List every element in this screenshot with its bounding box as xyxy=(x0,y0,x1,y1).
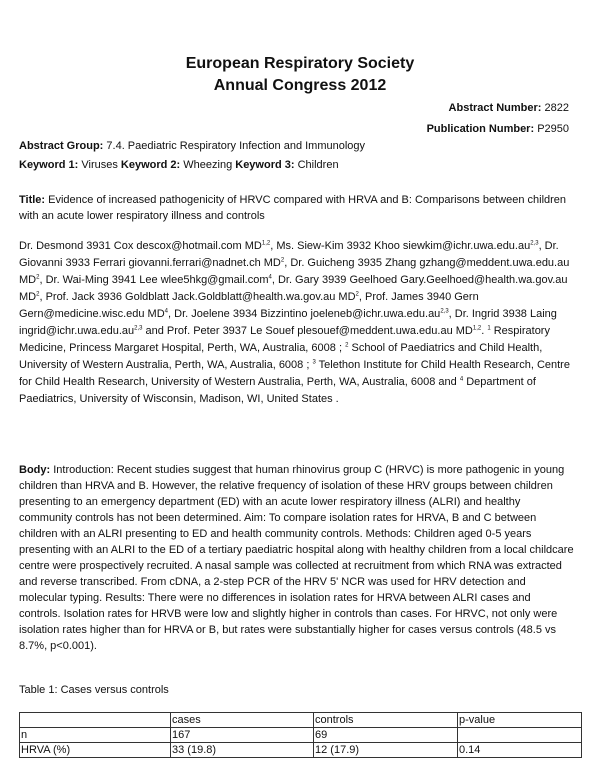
affiliation-marker: 1 xyxy=(487,325,491,332)
author: , Dr. Ingrid 3938 Laing ingrid@ichr.uwa.edu.au xyxy=(19,308,557,337)
author: , Dr. Gary 3939 Geelhoed Gary.Geelhoed@health.wa.gov.au MD xyxy=(19,274,568,303)
abstract-number xyxy=(449,100,569,116)
author-affiliation-marker: 2 xyxy=(355,291,359,298)
author-list xyxy=(19,238,575,408)
table-header-cell: controls xyxy=(314,713,458,728)
congress-title-line2: Annual Congress 2012 xyxy=(213,77,387,94)
author: , Dr. Joelene 3934 Bizzintino joeleneb@ichr.uwa.edu.au xyxy=(168,308,441,320)
body-text: Introduction: Recent studies suggest that human rhinovirus group C (HRVC) is more pathogenic in young children than HRVA and B. However, the relative frequency of isolation of these HRV groups between children presenting to an emergency department (ED) with an acute lower respiratory illness (ALRI) and healthy community controls has not been determined. Aim: To compare isolation rates for HRVA, B and C between children with an ALRI presenting to ED and health community controls. Methods: Children aged 0-5 years presenting with an ALRI to the ED of a tertiary paediatric hospital along with healthy children from a local childcare centre were prospectively recruited. A nasal sample was collected at recruitment from which RNA was extracted and reverse transcribed. From cDNA, a 2-step PCR of the HRV 5' NCR was used for HRV detection and molecular typing. Results: There were no differences in isolation rates for HRVA between ALRI cases and controls. Isolation rates for HRVB were low and slightly higher in controls than cases. For HRVC, not only were isolation rates higher than for HRVA or B, but rates were substantially higher for cases versus controls (48.5 vs 8.7%, p<0.001). xyxy=(19,464,574,652)
keyword3-label: Keyword 3: xyxy=(235,159,295,171)
author-affiliation-marker: 2,3 xyxy=(530,240,539,247)
author-affiliation-marker: 2 xyxy=(280,257,285,264)
keyword1-label: Keyword 1: xyxy=(19,159,79,171)
keyword3-value: Children xyxy=(297,159,339,171)
author: Dr. Desmond 3931 Cox descox@hotmail.com MD xyxy=(19,240,262,252)
author-affiliation-marker: 1,2 xyxy=(261,240,271,247)
table-header-cell: p-value xyxy=(458,713,582,728)
author: , Ms. Siew-Kim 3932 Khoo siewkim@ichr.uwa.edu.au xyxy=(270,240,531,252)
publication-number-value: P2950 xyxy=(537,123,569,135)
publication-number-label: Publication Number: xyxy=(426,123,535,135)
title-label: Title: xyxy=(19,194,46,206)
congress-title-line1: European Respiratory Society xyxy=(185,55,415,72)
table-header-cell xyxy=(20,713,171,728)
table-cell: 167 xyxy=(171,728,314,743)
table-cell xyxy=(458,728,582,743)
author: and Prof. Peter 3937 Le Souef plesouef@meddent.uwa.edu.au MD xyxy=(142,325,473,337)
affiliation: Department of Paediatrics, University of Wisconsin, Madison, WI, United States . xyxy=(19,376,536,405)
affiliation: Respiratory Medicine, Princess Margaret Hospital, Perth, WA, Australia, 6008 ; xyxy=(19,325,550,354)
author-affiliation-marker: 2 xyxy=(36,274,40,281)
table-row xyxy=(20,728,582,743)
table-cell: HRVA (%) xyxy=(20,743,171,758)
author: , Prof. James 3940 Gern Gern@medicine.wisc.edu MD xyxy=(19,291,479,320)
author: , Dr. Guicheng 3935 Zhang gzhang@meddent.uwa.edu.au MD xyxy=(19,257,570,286)
author-affiliation-marker: 2,3 xyxy=(134,325,143,332)
keywords xyxy=(19,157,575,173)
abstract-number-label: Abstract Number: xyxy=(448,102,542,114)
author-affiliation-marker: 2,3 xyxy=(440,308,449,315)
affiliation: Telethon Institute for Child Health Research, Centre for Child Health Research, University of Western Australia, Perth, WA, Australia, 6008 and xyxy=(19,359,570,388)
affiliation-marker: 3 xyxy=(312,359,316,366)
affiliation-separator: . xyxy=(481,325,488,337)
author: , Dr. Wai-Ming 3941 Lee wlee5hkg@gmail.com xyxy=(39,274,269,286)
author-affiliation-marker: 2 xyxy=(36,291,40,298)
table-header-cell: cases xyxy=(171,713,314,728)
author-affiliation-marker: 4 xyxy=(164,308,169,315)
affiliation-marker: 2 xyxy=(345,342,349,349)
abstract-body xyxy=(19,462,575,654)
table-cell: 12 (17.9) xyxy=(314,743,458,758)
publication-number xyxy=(427,121,569,137)
keyword1-value: Viruses xyxy=(81,159,118,171)
author: , Prof. Jack 3936 Goldblatt Jack.Goldblatt@health.wa.gov.au MD xyxy=(39,291,356,303)
body-label: Body: xyxy=(19,464,51,476)
table-cell: 33 (19.8) xyxy=(171,743,314,758)
affiliation-marker: 4 xyxy=(459,376,464,383)
abstract-group xyxy=(19,138,575,154)
table-cell: n xyxy=(20,728,171,743)
title-text: Evidence of increased pathogenicity of HRVC compared with HRVA and B: Comparisons between children with an acute lower respiratory illness and controls xyxy=(19,194,567,222)
abstract-group-value: 7.4. Paediatric Respiratory Infection and Immunology xyxy=(106,140,366,152)
abstract-group-label: Abstract Group: xyxy=(19,140,104,152)
table-cell: 69 xyxy=(314,728,458,743)
abstract-title xyxy=(19,192,575,224)
keyword2-label: Keyword 2: xyxy=(120,159,181,171)
table-caption: Table 1: Cases versus controls xyxy=(19,684,169,696)
author-affiliation-marker: 1,2 xyxy=(472,325,482,332)
abstract-number-value: 2822 xyxy=(544,102,569,114)
table-row xyxy=(20,743,582,758)
affiliation: School of Paediatrics and Child Health, University of Western Australia, Perth, WA, Australia, 6008 ; xyxy=(19,342,543,371)
keyword2-value: Wheezing xyxy=(183,159,233,171)
results-table xyxy=(19,712,582,758)
table-header-row xyxy=(20,713,582,728)
author: , Dr. Giovanni 3933 Ferrari giovanni.ferrari@nadnet.ch MD xyxy=(19,240,559,269)
author-affiliation-marker: 4 xyxy=(268,274,272,281)
table-cell: 0.14 xyxy=(458,743,582,758)
